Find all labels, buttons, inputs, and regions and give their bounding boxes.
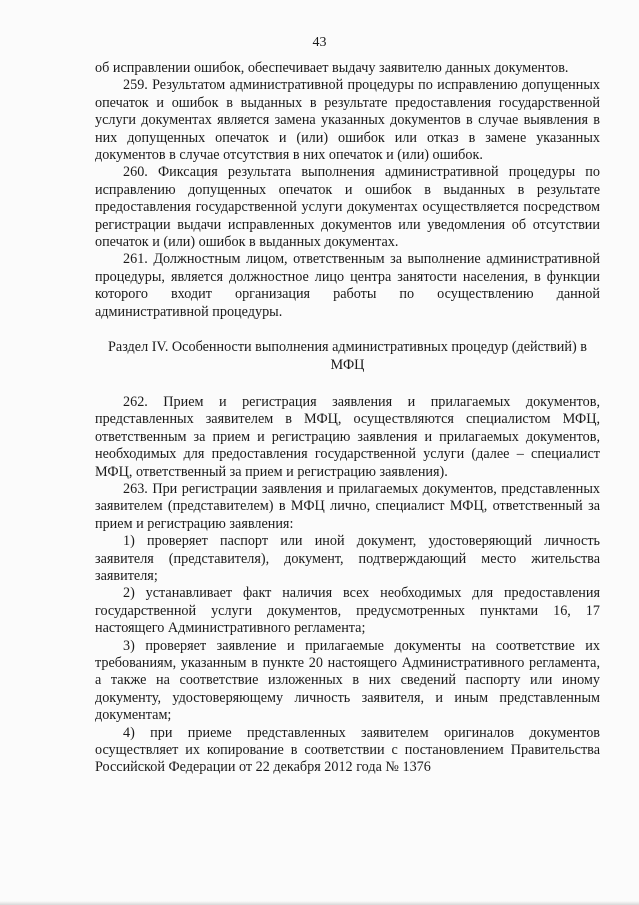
list-item-2: 2) устанавливает факт наличия всех необходимых для предоставления государственной услуги документов, предусмотренных пунктами 16, 17 настоящего Административного регламента; [95,585,600,637]
page-number: 43 [312,35,327,50]
list-item-4: 4) при приеме представленных заявителем оригиналов документов осуществляет их копирование в соответствии с постановлением Правительства Российской Федерации от 22 декабря 2012 года № 1376 [95,724,600,776]
paragraph-261: 261. Должностным лицом, ответственным за выполнение административной процедуры, является должностное лицо центра занятости населения, в функции которого входит организация работы по осуществлению данной административной процедуры. [95,251,600,320]
paragraph-260: 260. Фиксация результата выполнения административной процедуры по исправлению допущенных опечаток и ошибок в выданных в результате предоставления государственной услуги документах осуществляется посредством регистрации выдачи исправленных документов или уведомления об отсутствии опечаток и (или) ошибок в выданных документах. [95,164,600,251]
document-body [95,60,600,777]
paragraph-263: 263. При регистрации заявления и прилагаемых документов, представленных заявителем (представителем) в МФЦ лично, специалист МФЦ, ответственный за прием и регистрацию заявления: [95,480,600,532]
scan-bottom-edge [0,901,639,905]
list-item-3: 3) проверяет заявление и прилагаемые документы на соответствие их требованиям, указанным в пункте 20 настоящего Административного регламента, а также на соответствие изложенных в них сведений паспорту или иному документу, удостоверяющему личность заявителя, и иным представленным документам; [95,637,600,724]
list-item-1: 1) проверяет паспорт или иной документ, удостоверяющий личность заявителя (представителя), документ, подтверждающий место жительства заявителя; [95,533,600,584]
section-heading: Раздел IV. Особенности выполнения административных процедур (действий) в МФЦ [108,339,587,373]
paragraph-259: 259. Результатом административной процедуры по исправлению допущенных опечаток и ошибок в выданных в результате предоставления государственной услуги документах является замена указанных документов в случае выявления в них допущенных опечаток и (или) ошибок или отказ в замене указанных документов в случае отсутствия в них опечаток и (или) ошибок. [95,77,600,164]
paragraph-262: 262. Прием и регистрация заявления и прилагаемых документов, представленных заявителем в МФЦ, осуществляются специалистом МФЦ, ответственным за прием и регистрацию заявления и прилагаемых документов, необходимых для предоставления государственной услуги (далее – специалист МФЦ, ответственный за прием и регистрацию заявления). [95,393,600,480]
paragraph-continuation: об исправлении ошибок, обеспечивает выдачу заявителю данных документов. [95,60,569,76]
